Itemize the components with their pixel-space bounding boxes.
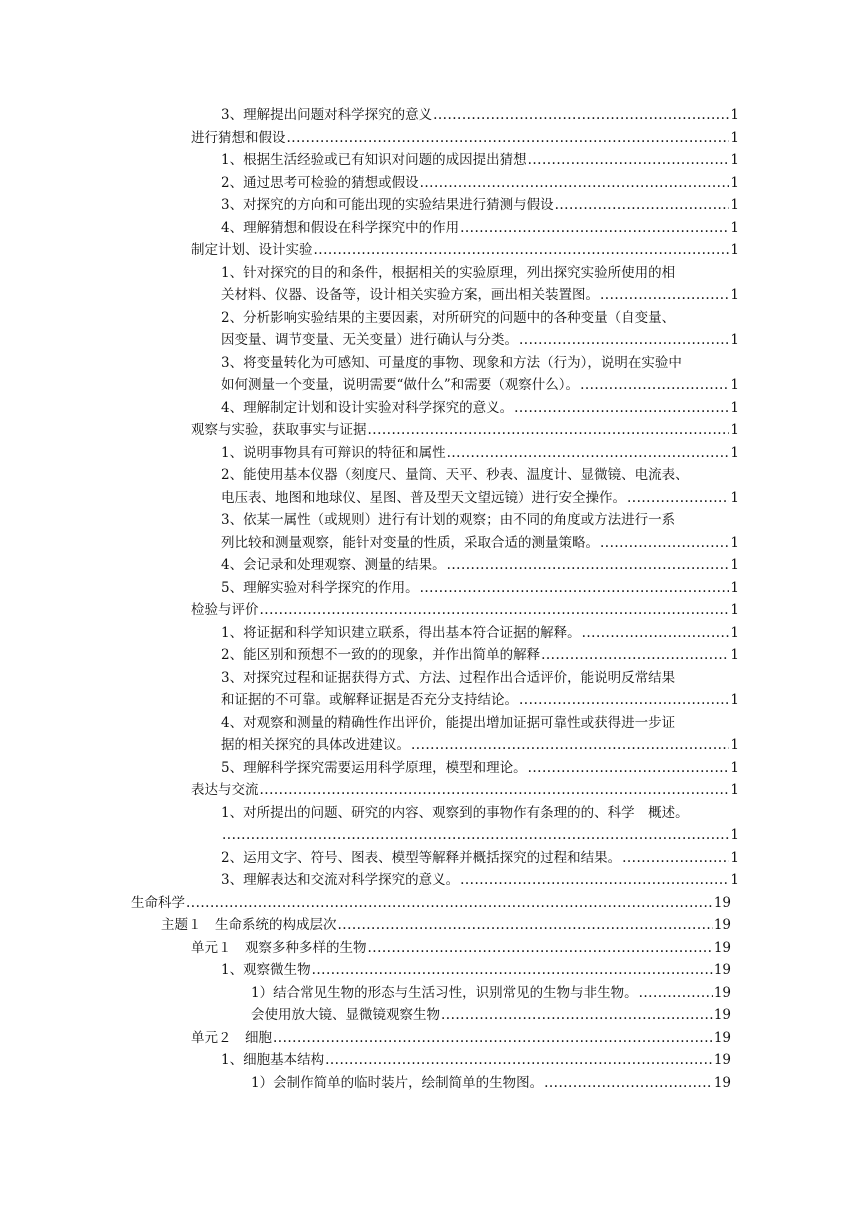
toc-entry-title: 1、细胞基本结构 — [221, 1052, 325, 1068]
toc-page-number: 1 — [730, 107, 739, 123]
toc-entry-title: 列比较和测量观察，能针对变量的性质，采取合适的测量策略。 — [221, 534, 599, 551]
toc-page-number: 19 — [713, 1074, 731, 1091]
toc-leader-dots — [514, 397, 729, 420]
toc-entry-title: 因变量、调节变量、无关变量）进行确认与分类。 — [221, 332, 518, 348]
toc-entry-title: 进行猜想和假设 — [191, 129, 286, 146]
toc-entry-title: 4、理解猜想和假设在科学探究中的作用 — [221, 219, 460, 236]
toc-entry[interactable] — [221, 194, 739, 217]
toc-entry-title: 电压表、地图和地球仪、星图、普及型天文望远镜）进行安全操作。 — [221, 489, 626, 506]
toc-entry-title: 检验与评价 — [191, 602, 259, 618]
toc-leader-dots — [447, 554, 730, 577]
toc-leader-dots — [368, 937, 713, 960]
toc-entry-first-line: 4、对观察和测量的精确性作出评价，能提出增加证据可靠性或获得进一步证 — [221, 714, 676, 731]
toc-page-number: 1 — [730, 219, 739, 236]
toc-entry-title: 3、对探究的方向和可能出现的实验结果进行猜测与假设 — [221, 197, 554, 213]
toc-entry-title: 主题１ 生命系统的构成层次 — [161, 917, 337, 933]
toc-leader-dots — [433, 104, 729, 127]
toc-entry[interactable] — [221, 509, 739, 554]
toc-page-number: 1 — [730, 399, 739, 416]
toc-entry-title: 2、运用文字、符号、图表、模型等解释并概括探究的过程和结果。 — [221, 849, 622, 866]
toc-entry[interactable] — [221, 757, 739, 780]
toc-entry[interactable] — [221, 1049, 731, 1072]
toc-page-number: 1 — [730, 377, 739, 393]
toc-entry[interactable] — [191, 419, 739, 442]
toc-entry[interactable] — [221, 712, 739, 757]
toc-entry[interactable] — [221, 172, 739, 195]
toc-leader-dots — [260, 599, 730, 622]
toc-entry-title: 2、通过思考可检验的猜想或假设 — [221, 174, 419, 191]
toc-entry-title: 关材料、仪器、设备等，设计相关实验方案，画出相关装置图。 — [221, 287, 599, 303]
toc-leader-dots — [528, 757, 730, 780]
toc-entry[interactable] — [221, 397, 739, 420]
toc-entry-title: 1）会制作简单的临时装片，绘制简单的生物图。 — [251, 1074, 544, 1091]
toc-entry[interactable] — [221, 104, 739, 127]
toc-leader-dots — [368, 419, 730, 442]
toc-page-number: 1 — [730, 489, 739, 506]
toc-page-number: 19 — [713, 1029, 731, 1046]
toc-leader-dots — [222, 824, 729, 847]
toc-entry-title: 1、根据生活经验或已有知识对问题的成因提出猜想 — [221, 152, 527, 168]
toc-page-number: 19 — [713, 1007, 731, 1023]
toc-page-number: 1 — [730, 242, 739, 258]
toc-entry[interactable] — [251, 1004, 731, 1027]
toc-entry-title: 据的相关探究的具体改进建议。 — [221, 737, 410, 753]
toc-page-number: 1 — [730, 759, 739, 776]
toc-leader-dots — [600, 532, 729, 555]
toc-entry[interactable] — [221, 802, 739, 847]
toc-entry[interactable] — [221, 644, 739, 667]
toc-leader-dots — [447, 442, 730, 465]
toc-entry-title: 1、观察微生物 — [221, 962, 311, 978]
toc-entry[interactable] — [221, 149, 739, 172]
toc-page-number: 1 — [730, 174, 739, 191]
toc-page-number: 1 — [730, 579, 739, 596]
toc-page-number: 1 — [730, 152, 739, 168]
toc-leader-dots — [541, 644, 729, 667]
toc-page-number: 1 — [730, 737, 739, 753]
toc-leader-dots — [582, 622, 730, 645]
toc-entry-title: 生命科学 — [131, 894, 185, 911]
toc-leader-dots — [287, 127, 730, 150]
toc-page-number: 1 — [730, 557, 739, 573]
toc-page-number: 1 — [730, 624, 739, 641]
toc-entry[interactable] — [161, 914, 731, 937]
table-of-contents — [0, 104, 860, 1094]
toc-entry-title: 单元１ 观察多种多样的生物 — [191, 939, 367, 956]
toc-entry-title: 4、理解制定计划和设计实验对科学探究的意义。 — [221, 399, 514, 416]
toc-entry[interactable] — [221, 577, 739, 600]
toc-page-number: 1 — [730, 422, 739, 438]
toc-page-number: 1 — [730, 692, 739, 708]
toc-entry[interactable] — [191, 937, 731, 960]
toc-page-number: 1 — [730, 849, 739, 866]
toc-leader-dots — [580, 374, 729, 397]
toc-leader-dots — [519, 329, 729, 352]
toc-entry[interactable] — [221, 217, 739, 240]
toc-entry[interactable] — [191, 599, 739, 622]
toc-entry[interactable] — [251, 982, 731, 1005]
toc-page-number: 19 — [713, 984, 731, 1001]
toc-entry-title: 1、说明事物具有可辩识的特征和属性 — [221, 444, 446, 461]
toc-entry-title: 制定计划、设计实验 — [191, 242, 313, 258]
toc-leader-dots — [627, 487, 729, 510]
toc-leader-dots — [519, 689, 729, 712]
toc-page-number: 1 — [730, 782, 739, 798]
toc-leader-dots — [639, 982, 713, 1005]
toc-leader-dots — [273, 1027, 713, 1050]
toc-entry[interactable] — [221, 262, 739, 307]
toc-leader-dots — [420, 577, 730, 600]
toc-page-number: 19 — [713, 917, 731, 933]
toc-leader-dots — [411, 734, 729, 757]
toc-entry-title: 2、能区别和预想不一致的的现象，并作出简单的解释 — [221, 647, 541, 663]
toc-entry[interactable] — [221, 464, 739, 509]
toc-page-number: 19 — [713, 962, 731, 978]
toc-entry-title: 5、理解科学探究需要运用科学原理，模型和理论。 — [221, 759, 527, 776]
toc-entry[interactable] — [191, 779, 739, 802]
toc-leader-dots — [420, 172, 730, 195]
toc-entry[interactable] — [221, 847, 739, 870]
toc-leader-dots — [325, 1049, 713, 1072]
toc-entry[interactable] — [191, 127, 739, 150]
toc-entry[interactable] — [131, 892, 731, 915]
toc-leader-dots — [441, 1004, 713, 1027]
toc-page-number: 1 — [730, 827, 739, 843]
toc-entry-title: 和证据的不可靠。或解释证据是否充分支持结论。 — [221, 692, 518, 708]
toc-entry[interactable] — [221, 554, 739, 577]
toc-entry-first-line: 3、将变量转化为可感知、可量度的事物、现象和方法（行为），说明在实验中 — [221, 354, 682, 371]
toc-leader-dots — [544, 1072, 713, 1095]
toc-entry[interactable] — [191, 1027, 731, 1050]
toc-entry[interactable] — [221, 352, 739, 397]
toc-entry[interactable] — [221, 869, 739, 892]
toc-entry[interactable] — [221, 622, 739, 645]
toc-leader-dots — [260, 779, 730, 802]
toc-page-number: 1 — [730, 197, 739, 213]
toc-page-number: 19 — [713, 894, 731, 911]
toc-entry[interactable] — [221, 307, 739, 352]
toc-leader-dots — [314, 239, 730, 262]
toc-page-number: 1 — [730, 129, 739, 146]
toc-page-number: 1 — [730, 534, 739, 551]
toc-entry-title: 1）结合常见生物的形态与生活习性，识别常见的生物与非生物。 — [251, 984, 638, 1001]
toc-entry[interactable] — [221, 667, 739, 712]
toc-leader-dots — [460, 217, 729, 240]
toc-leader-dots — [312, 959, 713, 982]
toc-entry[interactable] — [221, 959, 731, 982]
toc-page-number: 1 — [730, 287, 739, 303]
toc-page-number: 1 — [730, 332, 739, 348]
toc-entry-title: 单元２ 细胞 — [191, 1029, 272, 1046]
toc-entry-title: 4、会记录和处理观察、测量的结果。 — [221, 557, 446, 573]
toc-entry-first-line: 1、针对探究的目的和条件，根据相关的实验原理，列出探究实验所使用的相 — [221, 264, 676, 281]
toc-entry-first-line: 2、能使用基本仪器（刻度尺、量筒、天平、秒表、温度计、显微镜、电流表、 — [221, 467, 689, 483]
toc-leader-dots — [186, 892, 713, 915]
toc-entry-title: 观察与实验，获取事实与证据 — [191, 422, 367, 438]
toc-page-number: 1 — [730, 647, 739, 663]
toc-entry[interactable] — [221, 442, 739, 465]
toc-page-number: 19 — [713, 1052, 731, 1068]
toc-entry-first-line: 3、对探究过程和证据获得方式、方法、过程作出合适评价，能说明反常结果 — [221, 669, 676, 686]
toc-leader-dots — [460, 869, 729, 892]
toc-entry-first-line: 3、依某一属性（或规则）进行有计划的观察；由不同的角度或方法进行一系 — [221, 512, 676, 528]
toc-entry-first-line: 1、对所提出的问题、研究的内容、观察到的事物作有条理的的、科学 概述。 — [221, 804, 689, 821]
toc-entry-first-line: 2、分析影响实验结果的主要因素，对所研究的问题中的各种变量（自变量、 — [221, 309, 676, 326]
toc-entry-title: 5、理解实验对科学探究的作用。 — [221, 579, 419, 596]
toc-page-number: 1 — [730, 872, 739, 888]
toc-leader-dots — [338, 914, 713, 937]
toc-entry-title: 如何测量一个变量，说明需要“做什么”和需要（观察什么）。 — [221, 377, 580, 393]
toc-leader-dots — [600, 284, 729, 307]
toc-entry-title: 1、将证据和科学知识建立联系，得出基本符合证据的解释。 — [221, 624, 581, 641]
toc-entry-title: 会使用放大镜、显微镜观察生物 — [251, 1007, 440, 1023]
toc-page-number: 1 — [730, 444, 739, 461]
toc-entry-title: 3、理解提出问题对科学探究的意义 — [221, 107, 433, 123]
toc-leader-dots — [622, 847, 729, 870]
toc-entry[interactable] — [251, 1072, 731, 1095]
toc-leader-dots — [555, 194, 730, 217]
toc-page-number: 19 — [713, 939, 731, 956]
toc-entry-title: 3、理解表达和交流对科学探究的意义。 — [221, 872, 460, 888]
toc-entry-title: 表达与交流 — [191, 782, 259, 798]
toc-entry[interactable] — [191, 239, 739, 262]
toc-leader-dots — [528, 149, 730, 172]
toc-page-number: 1 — [730, 602, 739, 618]
